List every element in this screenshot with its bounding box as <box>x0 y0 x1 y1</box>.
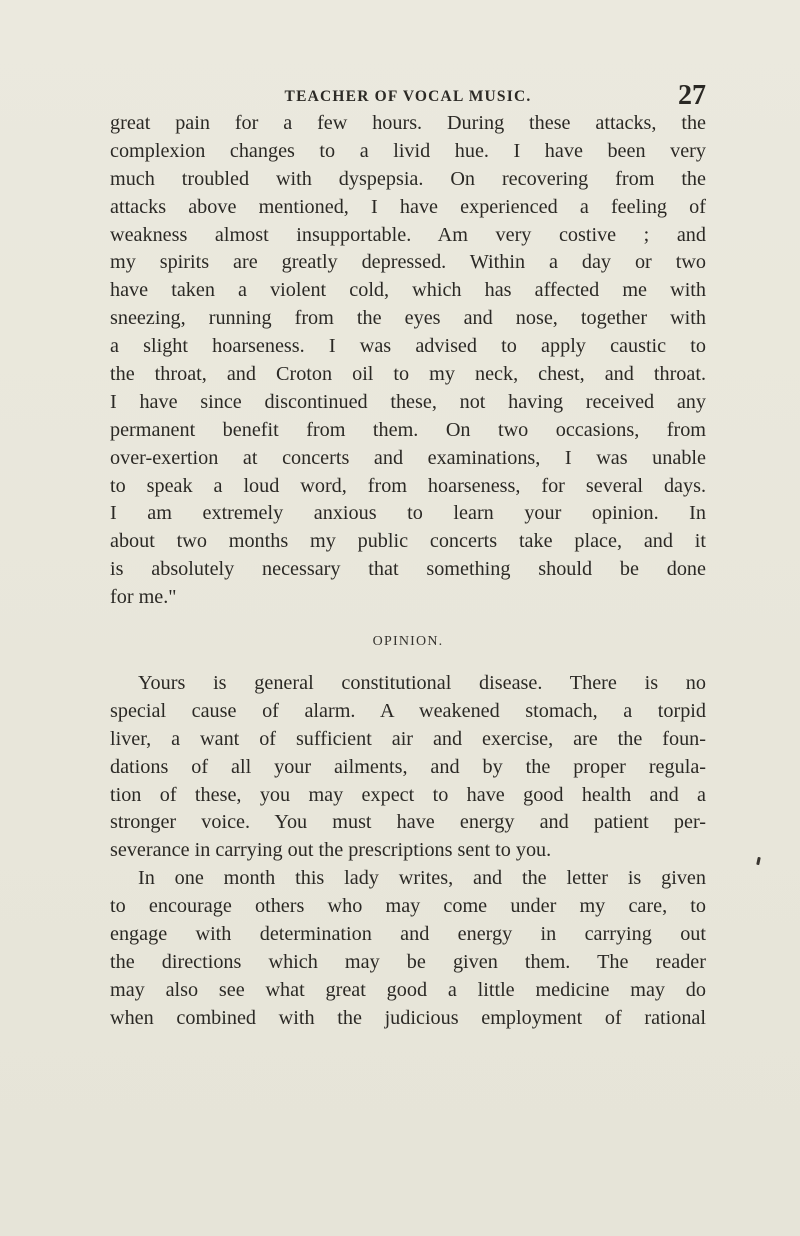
letter-paragraph <box>110 110 706 612</box>
text-line: special cause of alarm. A weakened stomach, a torpid <box>110 699 706 722</box>
text-line: weakness almost insupportable. Am very costive ; and <box>110 223 706 246</box>
text-line: complexion changes to a livid hue. I have been very <box>110 139 706 162</box>
text-line: liver, a want of sufficient air and exercise, are the foun- <box>110 727 706 750</box>
text-line: the throat, and Croton oil to my neck, chest, and throat. <box>110 363 706 386</box>
text-line: when combined with the judicious employment of rational <box>110 1006 706 1029</box>
running-head: TEACHER OF VOCAL MUSIC. <box>284 88 532 105</box>
text-line: tion of these, you may expect to have good health and a <box>110 783 706 806</box>
text-line: great pain for a few hours. During these attacks, the <box>110 112 706 134</box>
text-line: over-exertion at concerts and examinations, I was unable <box>110 446 706 469</box>
text-line: to speak a loud word, from hoarseness, for several days. <box>110 474 706 497</box>
text-line: I have since discontinued these, not having received any <box>110 390 706 413</box>
text-line: to encourage others who may come under my care, to <box>110 895 706 918</box>
text-line: have taken a violent cold, which has affected me with <box>110 279 706 302</box>
text-line: for me." <box>110 586 177 609</box>
text-line: stronger voice. You must have energy and patient per- <box>110 811 706 834</box>
ink-speck-mark <box>756 857 761 865</box>
text-line: sneezing, running from the eyes and nose, together with <box>110 307 706 330</box>
text-line: is absolutely necessary that something should be done <box>110 558 706 581</box>
text-line: Yours is general constitutional disease. There is no <box>138 672 706 695</box>
text-line: my spirits are greatly depressed. Within a day or two <box>110 251 706 274</box>
text-line: much troubled with dyspepsia. On recovering from the <box>110 167 706 190</box>
page-header <box>110 80 706 111</box>
section-heading: OPINION. <box>372 634 444 650</box>
text-line: severance in carrying out the prescriptions sent to you. <box>110 839 552 862</box>
text-line: the directions which may be given them. The reader <box>110 950 706 973</box>
commentary-paragraph <box>110 865 706 1032</box>
text-line: permanent benefit from them. On two occasions, from <box>110 418 706 441</box>
text-line: dations of all your ailments, and by the proper regula- <box>110 755 706 778</box>
opinion-paragraph <box>110 670 706 865</box>
text-line: may also see what great good a little medicine may do <box>110 978 706 1001</box>
page-number: 27 <box>678 80 706 111</box>
text-line: I am extremely anxious to learn your opinion. In <box>110 502 706 525</box>
text-line: about two months my public concerts take place, and it <box>110 530 706 553</box>
text-line: engage with determination and energy in carrying out <box>110 923 706 946</box>
body-text <box>110 110 706 1033</box>
text-line: In one month this lady writes, and the letter is given <box>138 867 706 890</box>
text-line: a slight hoarseness. I was advised to apply caustic to <box>110 335 706 358</box>
text-line: attacks above mentioned, I have experienced a feeling of <box>110 195 706 218</box>
